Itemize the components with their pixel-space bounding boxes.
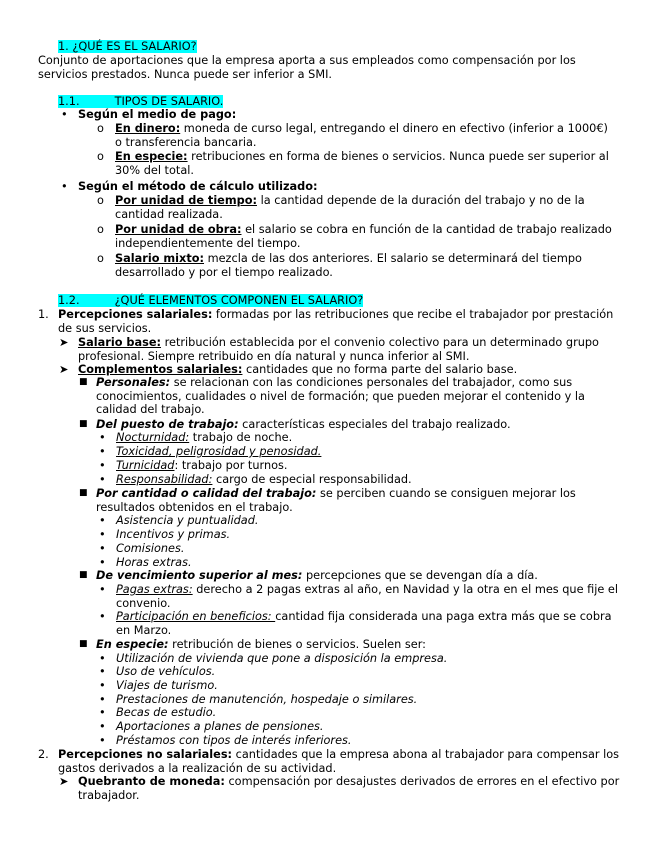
bullet-icon: • xyxy=(99,720,106,733)
item-viajes: Viajes de turismo. xyxy=(116,679,218,692)
section-1-2-number: 1.2. xyxy=(58,294,80,307)
square-bullet-icon: ■ xyxy=(79,488,88,498)
complemento-vencimiento: De vencimiento superior al mes: percepciones que se devengan día a día. xyxy=(96,569,538,582)
square-bullet-icon: ■ xyxy=(79,377,88,387)
percepciones-salariales: Percepciones salariales: formadas por las retribuciones que recibe el trabajador por prestación de sus servicios. xyxy=(58,308,614,335)
section-1-1-heading xyxy=(58,95,223,109)
item-participacion-beneficios: Participación en beneficios: cantidad fija considerada una paga extra más que se cobra en Marzo. xyxy=(116,610,612,637)
item-unidad-obra: Por unidad de obra: el salario se cobra en función de la cantidad de trabajo realizado independientemente del tiempo. xyxy=(115,223,612,250)
bullet-icon: • xyxy=(99,431,106,444)
salario-base: Salario base: retribución establecida por el convenio colectivo para un determinado grupo profesional. Siempre retribuido en día natural y nunca inferior al SMI. xyxy=(78,336,599,363)
arrow-bullet-icon: ➤ xyxy=(59,775,69,788)
section-1-heading-text: 1. ¿QUÉ ES EL SALARIO? xyxy=(58,40,197,53)
item-vehiculos: Uso de vehículos. xyxy=(116,665,216,678)
complemento-puesto-trabajo: Del puesto de trabajo: características especiales del trabajo realizado. xyxy=(96,418,511,431)
item-asistencia: Asistencia y puntualidad. xyxy=(116,514,259,527)
section-1-2-heading xyxy=(58,294,363,308)
section-1-1-number: 1.1. xyxy=(58,95,80,108)
item-toxicidad: Toxicidad, peligrosidad y penosidad. xyxy=(116,445,322,458)
square-bullet-icon: ■ xyxy=(79,419,88,429)
circle-bullet-icon: o xyxy=(97,194,104,207)
item-incentivos: Incentivos y primas. xyxy=(116,528,231,541)
bullet-icon: • xyxy=(99,734,106,747)
section-1-1-title: TIPOS DE SALARIO. xyxy=(114,95,224,108)
salario-definition: Conjunto de aportaciones que la empresa aporta a sus empleados como compensación por los servicios prestados. Nunca puede ser inferior a SMI. xyxy=(38,54,576,81)
bullet-icon: • xyxy=(99,459,106,472)
bullet-icon: • xyxy=(99,542,106,555)
bullet-icon: • xyxy=(99,583,106,596)
section-1-heading xyxy=(58,40,197,54)
square-bullet-icon: ■ xyxy=(79,639,88,649)
item-prestamos: Préstamos con tipos de interés inferiores. xyxy=(116,734,352,747)
bullet-icon: • xyxy=(99,679,106,692)
circle-bullet-icon: o xyxy=(97,150,104,163)
square-bullet-icon: ■ xyxy=(79,570,88,580)
item-horas-extras: Horas extras. xyxy=(116,556,192,569)
group-medio-pago: Según el medio de pago: xyxy=(78,108,237,121)
bullet-icon: • xyxy=(61,108,68,121)
bullet-icon: • xyxy=(99,610,106,623)
bullet-icon: • xyxy=(99,706,106,719)
item-unidad-tiempo: Por unidad de tiempo: la cantidad depende de la duración del trabajo y no de la cantidad realizada. xyxy=(115,194,585,221)
bullet-icon: • xyxy=(99,473,106,486)
bullet-icon: • xyxy=(99,665,106,678)
list-number: 2. xyxy=(38,748,49,761)
circle-bullet-icon: o xyxy=(97,252,104,265)
complemento-cantidad-calidad: Por cantidad o calidad del trabajo: se perciben cuando se consiguen mejorar los resultados obtenidos en el trabajo. xyxy=(96,487,576,514)
item-salario-mixto: Salario mixto: mezcla de las dos anteriores. El salario se determinará del tiempo desarrollado y por el tiempo realizado. xyxy=(115,252,582,279)
group-metodo-calculo: Según el método de cálculo utilizado: xyxy=(78,180,318,193)
item-comisiones: Comisiones. xyxy=(116,542,185,555)
item-responsabilidad: Responsabilidad: cargo de especial responsabilidad. xyxy=(116,473,412,486)
bullet-icon: • xyxy=(99,445,106,458)
bullet-icon: • xyxy=(99,693,106,706)
complemento-personales: Personales: se relacionan con las condiciones personales del trabajador, como sus conocimientos, cualidades o nivel de formación; que pueden mejorar el contenido y la calidad del trabajo. xyxy=(96,376,585,417)
complemento-en-especie: En especie: retribución de bienes o servicios. Suelen ser: xyxy=(96,638,426,651)
item-becas: Becas de estudio. xyxy=(116,706,217,719)
item-pagas-extras: Pagas extras: derecho a 2 pagas extras al año, en Navidad y la otra en el mes que fije el convenio. xyxy=(116,583,619,610)
complementos-salariales: Complementos salariales: cantidades que no forma parte del salario base. xyxy=(78,363,518,376)
bullet-icon: • xyxy=(99,556,106,569)
bullet-icon: • xyxy=(99,652,106,665)
item-nocturnidad: Nocturnidad: trabajo de noche. xyxy=(116,431,293,444)
circle-bullet-icon: o xyxy=(97,223,104,236)
bullet-icon: • xyxy=(61,180,68,193)
quebranto-moneda: Quebranto de moneda: compensación por desajustes derivados de errores en el efectivo por trabajador. xyxy=(78,775,620,802)
item-turnicidad: Turnicidad: trabajo por turnos. xyxy=(116,459,288,472)
percepciones-no-salariales: Percepciones no salariales: cantidades que la empresa abona al trabajador para compensar los gastos derivados a la realización de su actividad. xyxy=(58,748,620,775)
arrow-bullet-icon: ➤ xyxy=(59,336,69,349)
item-vivienda: Utilización de vivienda que pone a disposición la empresa. xyxy=(116,652,448,665)
item-pensiones: Aportaciones a planes de pensiones. xyxy=(116,720,324,733)
item-en-dinero: En dinero: moneda de curso legal, entregando el dinero en efectivo (inferior a 1000€) o transferencia bancaria. xyxy=(115,122,608,149)
section-1-2-title: ¿QUÉ ELEMENTOS COMPONEN EL SALARIO? xyxy=(114,294,364,307)
bullet-icon: • xyxy=(99,514,106,527)
item-manutencion: Prestaciones de manutención, hospedaje o similares. xyxy=(116,693,418,706)
list-number: 1. xyxy=(38,308,49,321)
circle-bullet-icon: o xyxy=(97,122,104,135)
item-en-especie: En especie: retribuciones en forma de bienes o servicios. Nunca puede ser superior al 30% del total. xyxy=(115,150,609,177)
arrow-bullet-icon: ➤ xyxy=(59,363,69,376)
bullet-icon: • xyxy=(99,528,106,541)
